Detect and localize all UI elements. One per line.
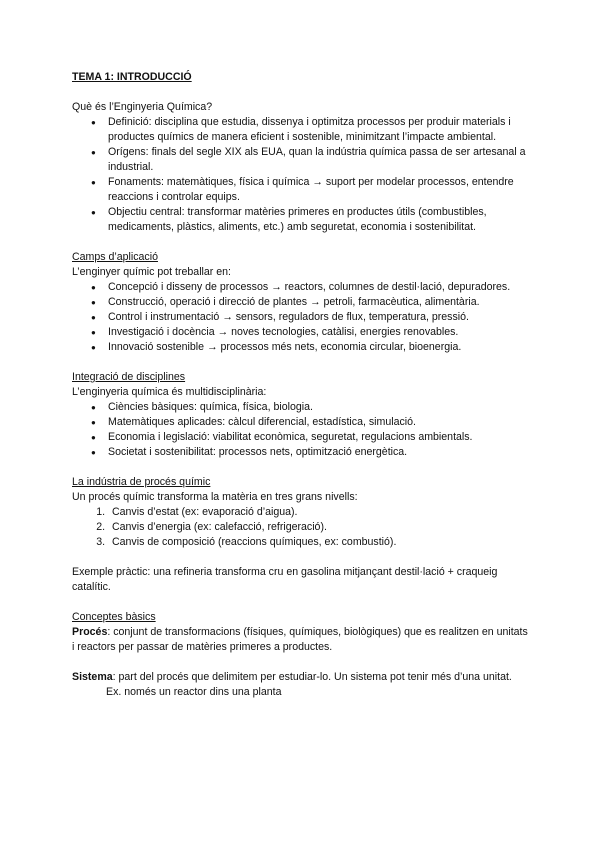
section-heading-camps: Camps d’aplicació	[72, 251, 158, 263]
list-item: ● Control i instrumentació → sensors, reguladors de flux, temperatura, pressió.	[108, 310, 530, 325]
list-item: ● Innovació sostenible → processos més nets, economia circular, bioenergia.	[108, 340, 530, 355]
section-question: Què és l’Enginyeria Química?	[72, 101, 213, 113]
document-title: TEMA 1: INTRODUCCIÓ	[72, 71, 192, 83]
list-item: ● Definició: disciplina que estudia, dissenya i optimitza processos per produir materials i productes químics de manera eficient i sostenible, minimitzant l’impacte ambiental.	[108, 115, 530, 145]
concept-proces	[72, 625, 530, 655]
list-item: ● Investigació i docència → noves tecnologies, catàlisi, energies renovables.	[108, 325, 530, 340]
section-heading-industria: La indústria de procés químic	[72, 476, 211, 488]
concept-term: Procés	[72, 626, 108, 638]
section-heading-conceptes: Conceptes bàsics	[72, 611, 156, 623]
disciplines-list	[72, 400, 530, 460]
list-item: ● Economia i legislació: viabilitat econòmica, seguretat, regulacions ambientals.	[108, 430, 530, 445]
list-item: ● Matemàtiques aplicades: càlcul diferencial, estadística, simulació.	[108, 415, 530, 430]
list-item: 1. Canvis d’estat (ex: evaporació d’aigua).	[108, 505, 530, 520]
concept-sistema	[72, 670, 530, 685]
list-item: ● Ciències bàsiques: química, física, biologia.	[108, 400, 530, 415]
concept-definition: : part del procés que delimitem per estudiar-lo. Un sistema pot tenir més d’una unitat.	[112, 671, 512, 683]
list-item: ● Societat i sostenibilitat: processos nets, optimització energètica.	[108, 445, 530, 460]
list-item: ● Construcció, operació i direcció de plantes → petroli, farmacèutica, alimentària.	[108, 295, 530, 310]
section-intro: L’enginyeria química és multidisciplinària:	[72, 386, 267, 398]
list-item: ● Concepció i disseny de processos → reactors, columnes de destil·lació, depuradores.	[108, 280, 530, 295]
list-item: 3. Canvis de composició (reaccions químiques, ex: combustió).	[108, 535, 530, 550]
concept-term: Sistema	[72, 671, 113, 683]
list-item: ● Fonaments: matemàtiques, física i química → suport per modelar processos, entendre reaccions i controlar equips.	[108, 175, 530, 205]
concept-example: Ex. només un reactor dins una planta	[106, 686, 282, 698]
section-intro: Un procés químic transforma la matèria en tres grans nivells:	[72, 491, 358, 503]
list-item: 2. Canvis d’energia (ex: calefacció, refrigeració).	[108, 520, 530, 535]
definition-list	[72, 115, 530, 235]
list-item: ● Orígens: finals del segle XIX als EUA, quan la indústria química passa de ser artesanal a industrial.	[108, 145, 530, 175]
camps-list	[72, 280, 530, 355]
concept-definition: : conjunt de transformacions (físiques, químiques, biològiques) que es realitzen en unitats i reactors per passar de matèries primeres a productes.	[72, 626, 528, 653]
practical-example: Exemple pràctic: una refineria transforma cru en gasolina mitjançant destil·lació + craqueig catalític.	[72, 566, 498, 593]
section-heading-integracio: Integració de disciplines	[72, 371, 186, 383]
levels-list	[72, 505, 530, 550]
list-item: ● Objectiu central: transformar matèries primeres en productes útils (combustibles, medicaments, plàstics, aliments, etc.) amb seguretat, economia i sostenibilitat.	[108, 205, 530, 235]
section-intro: L’enginyer químic pot treballar en:	[72, 266, 231, 278]
